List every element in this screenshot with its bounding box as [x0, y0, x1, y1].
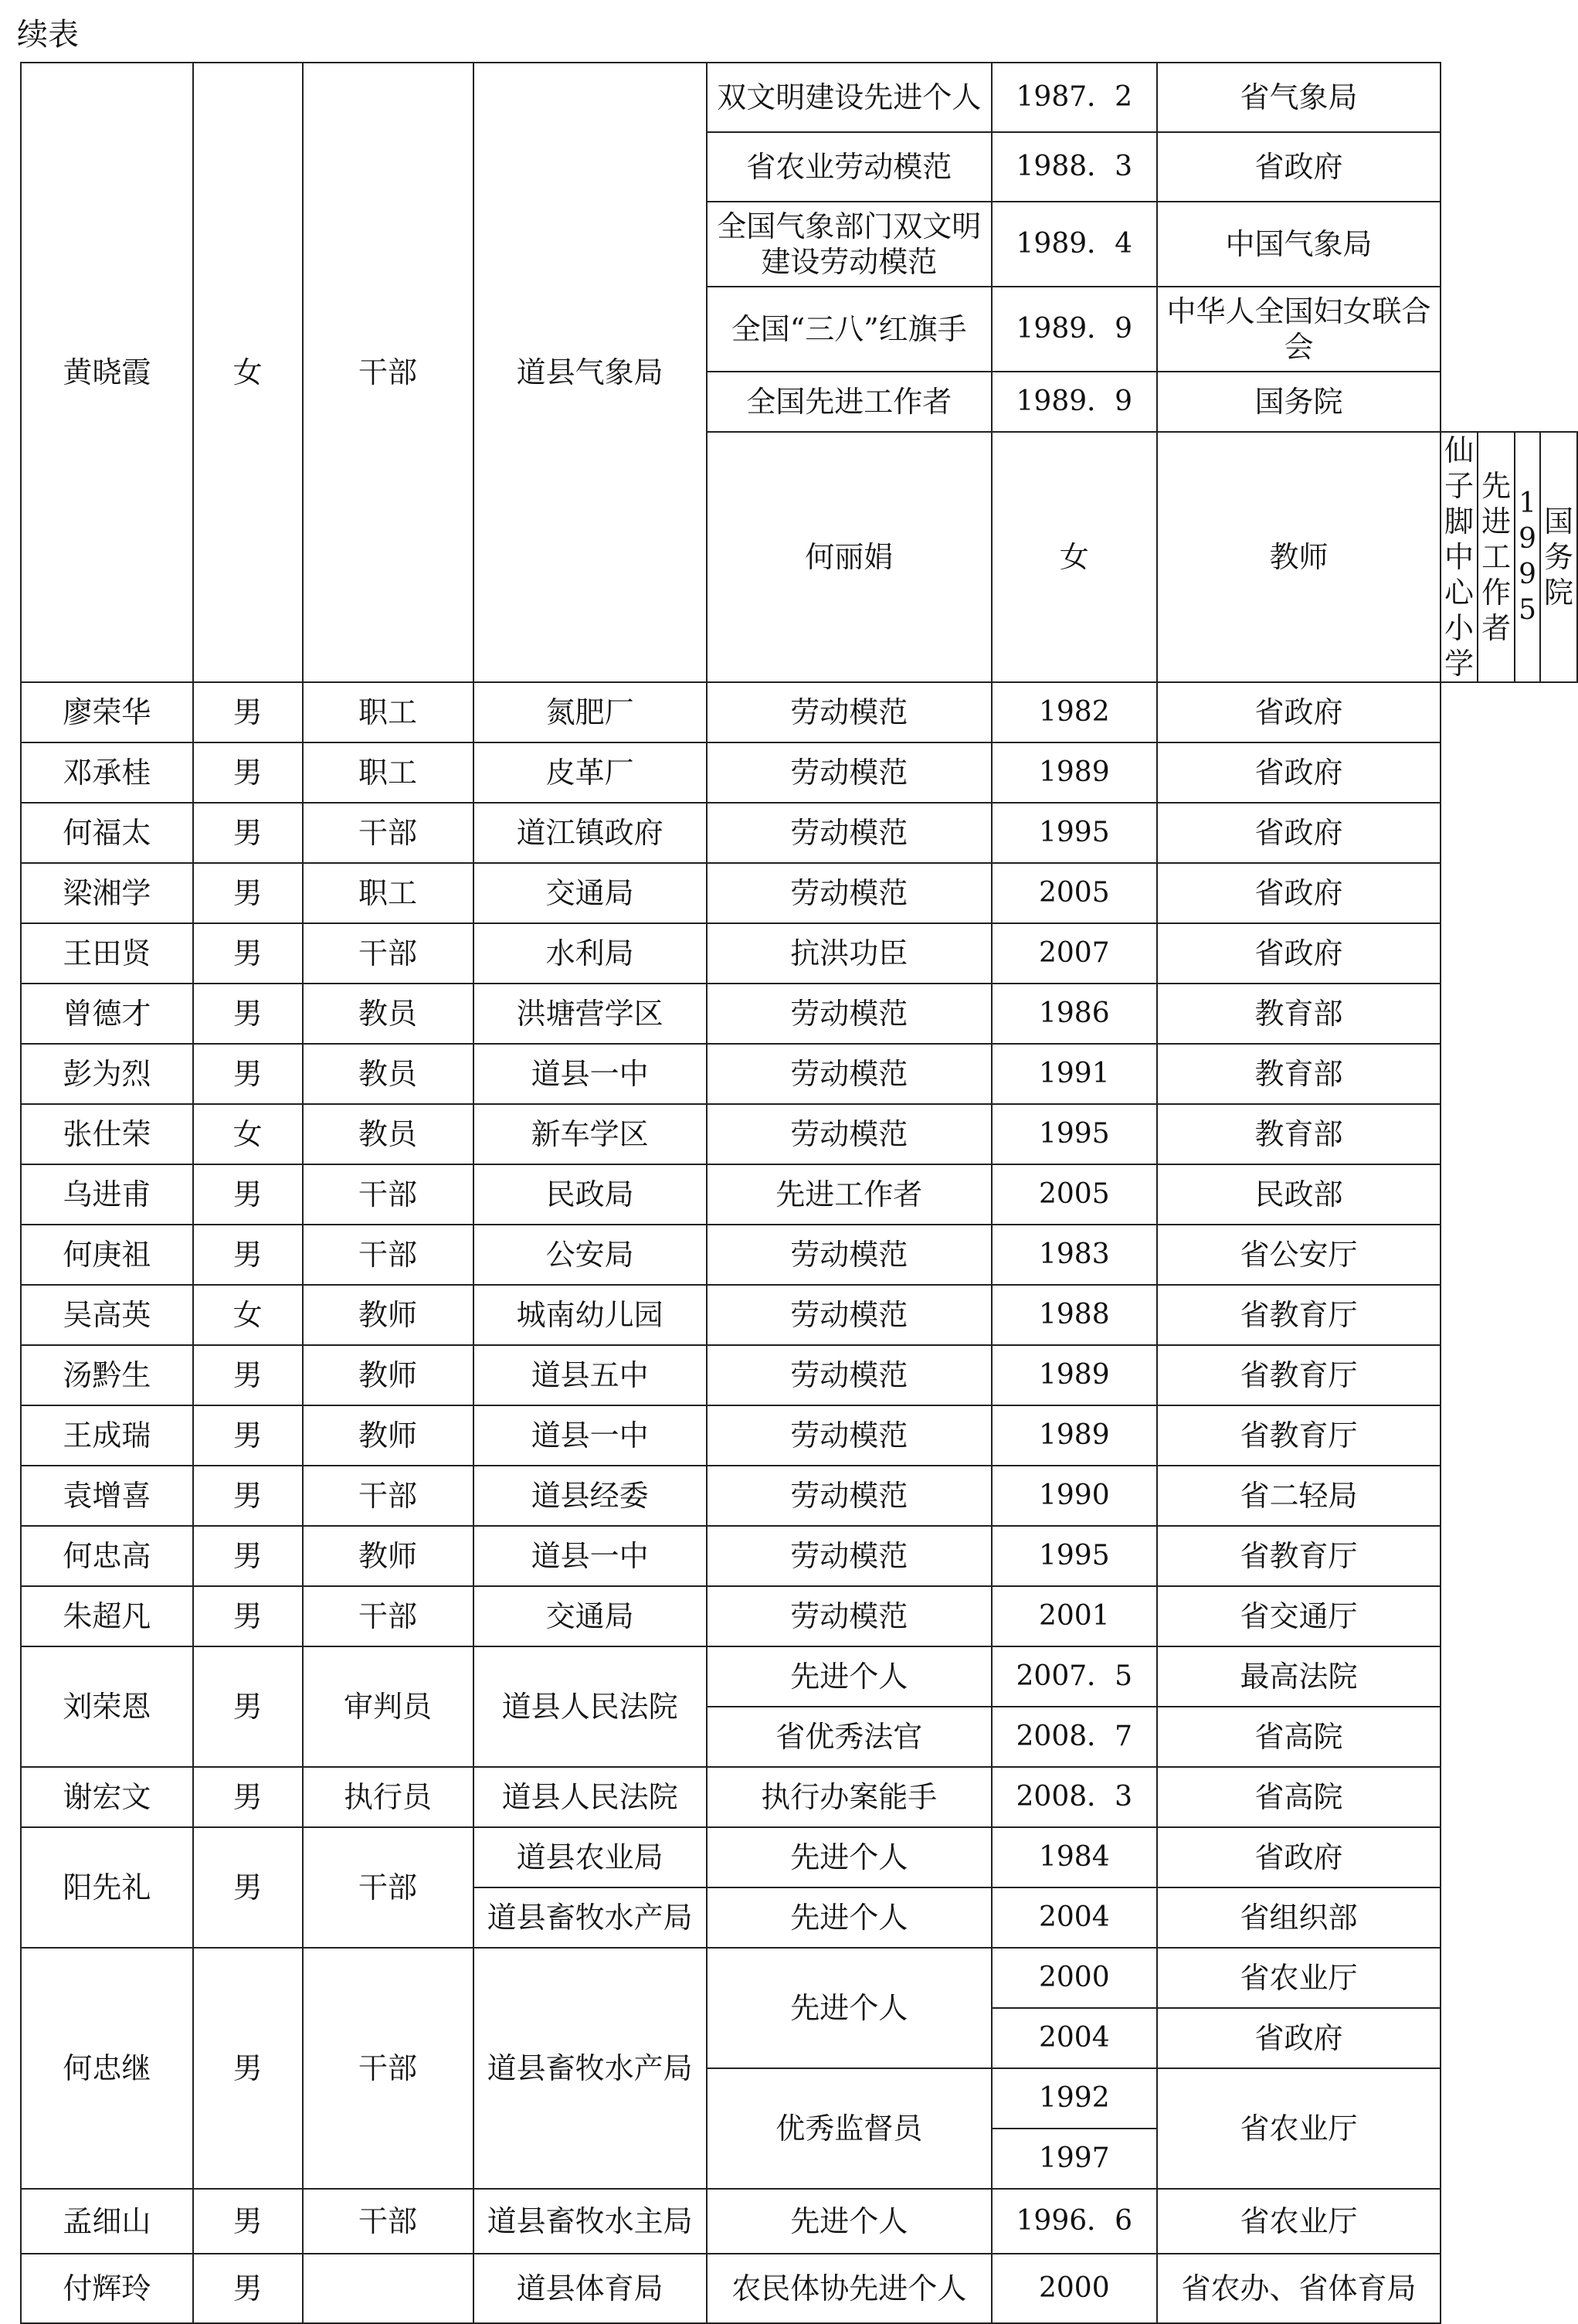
- table-cell: 1988: [992, 1285, 1157, 1345]
- table-cell: 2001: [992, 1586, 1157, 1646]
- table-cell: 谢宏文: [21, 1767, 193, 1827]
- table-cell: 省农业厅: [1157, 2189, 1441, 2254]
- table-cell: 省农业厅: [1157, 2068, 1441, 2189]
- table-cell: 省优秀法官: [707, 1707, 992, 1767]
- table-cell: 道县畜牧水主局: [473, 2189, 707, 2254]
- table-cell: 劳动模范: [707, 742, 992, 803]
- table-cell: 劳动模范: [707, 682, 992, 742]
- table-cell: 王田贤: [21, 923, 193, 984]
- honors-table: [20, 62, 1578, 2324]
- table-cell: 男: [193, 2189, 303, 2254]
- table-cell: 2004: [992, 2008, 1157, 2068]
- table-cell: 1984: [992, 1827, 1157, 1887]
- table-cell: 男: [193, 1466, 303, 1526]
- table-cell: 2007: [992, 923, 1157, 984]
- table-row: [21, 742, 1577, 803]
- table-cell: 男: [193, 1827, 303, 1948]
- table-cell: 1982: [992, 682, 1157, 742]
- table-cell: 1987．2: [992, 63, 1157, 132]
- table-cell: 省政府: [1157, 2008, 1441, 2068]
- table-cell: 女: [193, 63, 303, 682]
- table-cell: 氮肥厂: [473, 682, 707, 742]
- table-cell: 2000: [992, 2254, 1157, 2323]
- table-cell: 男: [193, 923, 303, 984]
- table-cell: 省政府: [1157, 803, 1441, 863]
- table-row: [21, 2189, 1577, 2254]
- table-cell: 刘荣恩: [21, 1646, 193, 1767]
- table-cell: 先进个人: [707, 2189, 992, 2254]
- table-cell: 职工: [303, 863, 473, 923]
- table-cell: 付辉玲: [21, 2254, 193, 2323]
- table-cell: 省政府: [1157, 863, 1441, 923]
- table-cell: 1995: [1515, 432, 1540, 682]
- table-cell: 2008．7: [992, 1707, 1157, 1767]
- table-cell: 劳动模范: [707, 1044, 992, 1104]
- table-cell: 省气象局: [1157, 63, 1441, 132]
- table-cell: 省教育厅: [1157, 1405, 1441, 1466]
- table-row: [21, 803, 1577, 863]
- table-cell: 省农业劳动模范: [707, 132, 992, 202]
- table-cell: 中华人全国妇女联合会: [1157, 287, 1441, 372]
- table-cell: 教师: [1157, 432, 1441, 682]
- table-cell: 2007．5: [992, 1646, 1157, 1707]
- table-cell: 省政府: [1157, 923, 1441, 984]
- table-cell: 女: [992, 432, 1157, 682]
- table-row: [21, 1767, 1577, 1827]
- table-cell: 2004: [992, 1887, 1157, 1948]
- table-row: [21, 1225, 1577, 1285]
- table-cell: 2000: [992, 1948, 1157, 2008]
- table-cell: 男: [193, 1948, 303, 2189]
- table-cell: 男: [193, 682, 303, 742]
- table-row: [21, 1104, 1577, 1164]
- table-cell: 道县人民法院: [473, 1646, 707, 1767]
- table-cell: 省政府: [1157, 132, 1441, 202]
- table-cell: 1997: [992, 2129, 1157, 2189]
- table-cell: 1992: [992, 2068, 1157, 2129]
- table-cell: 省二轻局: [1157, 1466, 1441, 1526]
- table-cell: 道县一中: [473, 1044, 707, 1104]
- table-cell: 教育部: [1157, 1044, 1441, 1104]
- table-cell: 审判员: [303, 1646, 473, 1767]
- table-cell: 道县畜牧水产局: [473, 1948, 707, 2189]
- table-cell: 劳动模范: [707, 1104, 992, 1164]
- table-cell: 道县经委: [473, 1466, 707, 1526]
- table-cell: 劳动模范: [707, 1526, 992, 1586]
- table-cell: 抗洪功臣: [707, 923, 992, 984]
- table-cell: 道县体育局: [473, 2254, 707, 2323]
- table-cell: 省公安厅: [1157, 1225, 1441, 1285]
- table-row: [21, 1827, 1577, 1887]
- table-cell: 全国气象部门双文明建设劳动模范: [707, 202, 992, 287]
- table-cell: 道县一中: [473, 1526, 707, 1586]
- table-cell: 交通局: [473, 1586, 707, 1646]
- table-cell: 孟细山: [21, 2189, 193, 2254]
- table-cell: 全国“三八”红旗手: [707, 287, 992, 372]
- table-cell: 公安局: [473, 1225, 707, 1285]
- table-cell: 1989．9: [992, 287, 1157, 372]
- table-cell: 劳动模范: [707, 984, 992, 1044]
- table-cell: 2005: [992, 863, 1157, 923]
- table-cell: 最高法院: [1157, 1646, 1441, 1707]
- table-cell: 干部: [303, 63, 473, 682]
- table-cell: 男: [193, 803, 303, 863]
- table-row: [21, 1345, 1577, 1405]
- table-cell: 男: [193, 1044, 303, 1104]
- table-cell: 1995: [992, 803, 1157, 863]
- table-cell: 道县气象局: [473, 63, 707, 682]
- table-cell: 优秀监督员: [707, 2068, 992, 2189]
- table-cell: 廖荣华: [21, 682, 193, 742]
- table-cell: 干部: [303, 1586, 473, 1646]
- table-cell: 劳动模范: [707, 803, 992, 863]
- table-cell: 省农办、省体育局: [1157, 2254, 1441, 2323]
- table-cell: 何庚祖: [21, 1225, 193, 1285]
- table-cell: 阳先礼: [21, 1827, 193, 1948]
- table-cell: 国务院: [1157, 372, 1441, 432]
- table-cell: 劳动模范: [707, 1345, 992, 1405]
- table-cell: 教育部: [1157, 984, 1441, 1044]
- table-cell: 教师: [303, 1526, 473, 1586]
- table-row: [21, 1466, 1577, 1526]
- table-cell: 何忠高: [21, 1526, 193, 1586]
- table-cell: 干部: [303, 1466, 473, 1526]
- table-cell: 1983: [992, 1225, 1157, 1285]
- table-cell: 1996．6: [992, 2189, 1157, 2254]
- table-cell: [303, 2254, 473, 2323]
- table-row: [21, 1285, 1577, 1345]
- table-cell: 男: [193, 1405, 303, 1466]
- table-cell: 男: [193, 1225, 303, 1285]
- table-cell: 干部: [303, 2189, 473, 2254]
- table-cell: 干部: [303, 923, 473, 984]
- table-cell: 2008．3: [992, 1767, 1157, 1827]
- table-cell: 干部: [303, 803, 473, 863]
- table-row: [21, 1405, 1577, 1466]
- table-cell: 男: [193, 2254, 303, 2323]
- table-cell: 省组织部: [1157, 1887, 1441, 1948]
- table-cell: 劳动模范: [707, 1586, 992, 1646]
- table-cell: 水利局: [473, 923, 707, 984]
- table-cell: 王成瑞: [21, 1405, 193, 1466]
- table-cell: 职工: [303, 742, 473, 803]
- table-cell: 教师: [303, 1345, 473, 1405]
- table-cell: 执行员: [303, 1767, 473, 1827]
- table-cell: 男: [193, 1767, 303, 1827]
- table-cell: 1989．4: [992, 202, 1157, 287]
- table-body: [21, 63, 1577, 2323]
- table-cell: 道县人民法院: [473, 1767, 707, 1827]
- table-cell: 1990: [992, 1466, 1157, 1526]
- table-cell: 皮革厂: [473, 742, 707, 803]
- table-cell: 先进个人: [707, 1948, 992, 2068]
- table-cell: 省教育厅: [1157, 1526, 1441, 1586]
- table-cell: 汤黔生: [21, 1345, 193, 1405]
- table-cell: 劳动模范: [707, 863, 992, 923]
- table-cell: 道江镇政府: [473, 803, 707, 863]
- table-row: [21, 863, 1577, 923]
- table-cell: 教师: [303, 1405, 473, 1466]
- table-cell: 袁增喜: [21, 1466, 193, 1526]
- table-cell: 干部: [303, 1948, 473, 2189]
- table-cell: 干部: [303, 1827, 473, 1948]
- table-cell: 民政部: [1157, 1164, 1441, 1225]
- table-cell: 教育部: [1157, 1104, 1441, 1164]
- table-row: [21, 923, 1577, 984]
- table-cell: 城南幼儿园: [473, 1285, 707, 1345]
- table-cell: 何福太: [21, 803, 193, 863]
- table-cell: 道县五中: [473, 1345, 707, 1405]
- table-cell: 梁湘学: [21, 863, 193, 923]
- table-cell: 省教育厅: [1157, 1285, 1441, 1345]
- table-cell: 男: [193, 1586, 303, 1646]
- table-cell: 省政府: [1157, 742, 1441, 803]
- table-cell: 教员: [303, 1104, 473, 1164]
- table-cell: 先进工作者: [707, 1164, 992, 1225]
- table-cell: 劳动模范: [707, 1285, 992, 1345]
- table-cell: 职工: [303, 682, 473, 742]
- table-row: [21, 984, 1577, 1044]
- table-cell: 先进工作者: [1478, 432, 1515, 682]
- table-cell: 1995: [992, 1104, 1157, 1164]
- table-cell: 男: [193, 1164, 303, 1225]
- table-cell: 邓承桂: [21, 742, 193, 803]
- table-cell: 男: [193, 742, 303, 803]
- table-cell: 女: [193, 1104, 303, 1164]
- table-cell: 朱超凡: [21, 1586, 193, 1646]
- table-cell: 洪塘营学区: [473, 984, 707, 1044]
- table-cell: 道县一中: [473, 1405, 707, 1466]
- table-cell: 男: [193, 984, 303, 1044]
- table-cell: 吴高英: [21, 1285, 193, 1345]
- table-cell: 黄晓霞: [21, 63, 193, 682]
- table-cell: 1989: [992, 1405, 1157, 1466]
- table-cell: 1991: [992, 1044, 1157, 1104]
- table-cell: 男: [193, 1526, 303, 1586]
- table-cell: 民政局: [473, 1164, 707, 1225]
- table-cell: 省教育厅: [1157, 1345, 1441, 1405]
- table-cell: 劳动模范: [707, 1225, 992, 1285]
- table-cell: 省政府: [1157, 1827, 1441, 1887]
- table-row: [21, 1164, 1577, 1225]
- table-cell: 1988．3: [992, 132, 1157, 202]
- table-cell: 省高院: [1157, 1707, 1441, 1767]
- table-row: [21, 1526, 1577, 1586]
- table-cell: 张仕荣: [21, 1104, 193, 1164]
- table-cell: 交通局: [473, 863, 707, 923]
- table-cell: 教师: [303, 1285, 473, 1345]
- table-cell: 道县畜牧水产局: [473, 1887, 707, 1948]
- table-cell: 干部: [303, 1225, 473, 1285]
- table-cell: 省政府: [1157, 682, 1441, 742]
- table-cell: 农民体协先进个人: [707, 2254, 992, 2323]
- table-row: [21, 1586, 1577, 1646]
- table-cell: 曾德才: [21, 984, 193, 1044]
- table-cell: 执行办案能手: [707, 1767, 992, 1827]
- table-cell: 双文明建设先进个人: [707, 63, 992, 132]
- table-cell: 省农业厅: [1157, 1948, 1441, 2008]
- table-cell: 国务院: [1540, 432, 1577, 682]
- table-row: [21, 682, 1577, 742]
- table-cell: 教员: [303, 984, 473, 1044]
- table-cell: 仙子脚中心小学: [1441, 432, 1478, 682]
- table-row: [21, 1044, 1577, 1104]
- table-cell: 劳动模范: [707, 1466, 992, 1526]
- table-cell: 男: [193, 863, 303, 923]
- table-cell: 男: [193, 1646, 303, 1767]
- table-cell: 乌进甫: [21, 1164, 193, 1225]
- table-cell: 省交通厅: [1157, 1586, 1441, 1646]
- table-cell: 中国气象局: [1157, 202, 1441, 287]
- table-cell: 道县农业局: [473, 1827, 707, 1887]
- table-cell: 劳动模范: [707, 1405, 992, 1466]
- table-cell: 新车学区: [473, 1104, 707, 1164]
- table-cell: 干部: [303, 1164, 473, 1225]
- table-cell: 1986: [992, 984, 1157, 1044]
- table-cell: 1995: [992, 1526, 1157, 1586]
- table-cell: 1989: [992, 1345, 1157, 1405]
- table-caption: 续表: [17, 17, 79, 53]
- table-cell: 女: [193, 1285, 303, 1345]
- table-cell: 男: [193, 1345, 303, 1405]
- table-cell: 1989: [992, 742, 1157, 803]
- table-cell: 全国先进工作者: [707, 372, 992, 432]
- table-cell: 省高院: [1157, 1767, 1441, 1827]
- table-row: [21, 1948, 1577, 2008]
- table-row: [21, 2254, 1577, 2323]
- table-cell: 先进个人: [707, 1827, 992, 1887]
- table-row: [21, 1646, 1577, 1707]
- table-cell: 1989．9: [992, 372, 1157, 432]
- table-cell: 何丽娟: [707, 432, 992, 682]
- table-cell: 先进个人: [707, 1887, 992, 1948]
- table-cell: 何忠继: [21, 1948, 193, 2189]
- table-cell: 先进个人: [707, 1646, 992, 1707]
- table-row: [21, 63, 1577, 132]
- table-cell: 教员: [303, 1044, 473, 1104]
- table-cell: 彭为烈: [21, 1044, 193, 1104]
- table-cell: 2005: [992, 1164, 1157, 1225]
